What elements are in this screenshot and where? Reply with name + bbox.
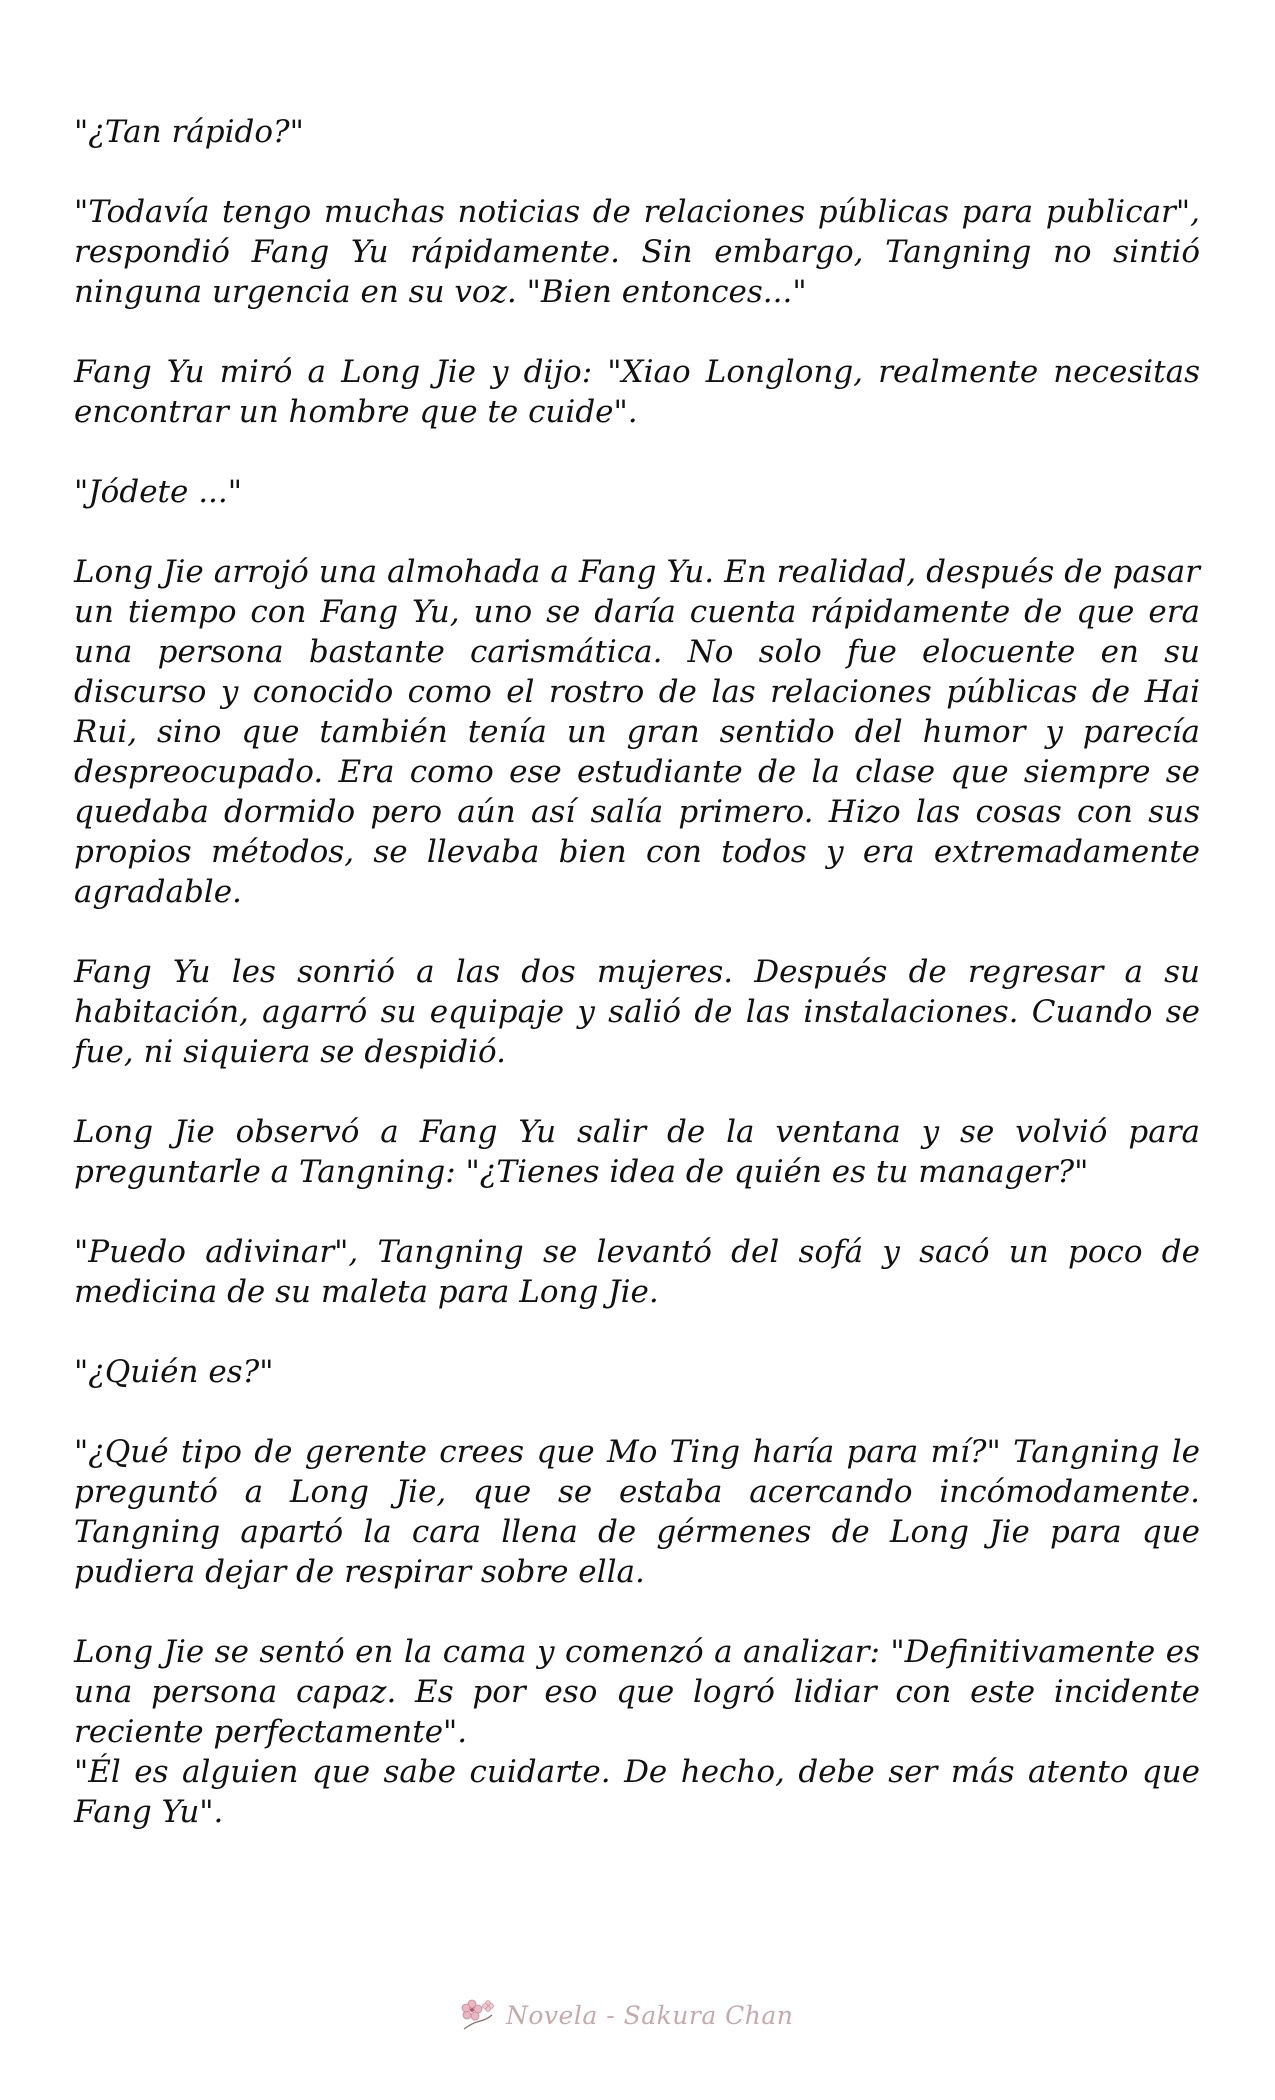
paragraph: "Él es alguien que sabe cuidarte. De hecho, debe ser más atento que Fang Yu". [74,1754,1200,1830]
paragraph: Long Jie observó a Fang Yu salir de la ventana y se volvió para preguntarle a Tangning: "¿Tienes idea de quién es tu manager?" [74,1114,1200,1190]
paragraph: "¿Quién es?" [74,1354,274,1390]
footer-watermark [458,1993,793,2037]
document-body [74,112,1200,1872]
paragraph: "Jódete ..." [74,474,243,510]
paragraph: "¿Qué tipo de gerente crees que Mo Ting haría para mí?" Tangning le preguntó a Long Jie, que se estaba acercando incómodamente. Tangning apartó la cara llena de gérmenes de Long Jie para que pudiera dejar de respirar sobre ella. [74,1434,1200,1590]
paragraph: "Puedo adivinar", Tangning se levantó del sofá y sacó un poco de medicina de su maleta para Long Jie. [74,1234,1200,1310]
sakura-flower-icon [458,1995,498,2035]
paragraph: "¿Tan rápido?" [74,114,304,150]
paragraph: Fang Yu les sonrió a las dos mujeres. Después de regresar a su habitación, agarró su equipaje y salió de las instalaciones. Cuando se fue, ni siquiera se despidió. [74,954,1200,1070]
paragraph: Long Jie arrojó una almohada a Fang Yu. En realidad, después de pasar un tiempo con Fang Yu, uno se daría cuenta rápidamente de que era una persona bastante carismática. No solo fue elocuente en su discurso y conocido como el rostro de las relaciones públicas de Hai Rui, sino que también tenía un gran sentido del humor y parecía despreocupado. Era como ese estudiante de la clase que siempre se quedaba dormido pero aún así salía primero. Hizo las cosas con sus propios métodos, se llevaba bien con todos y era extremadamente agradable. [74,554,1200,910]
paragraph: Long Jie se sentó en la cama y comenzó a analizar: "Definitivamente es una persona capaz. Es por eso que logró lidiar con este incidente reciente perfectamente". [74,1634,1200,1750]
paragraph: "Todavía tengo muchas noticias de relaciones públicas para publicar", respondió Fang Yu rápidamente. Sin embargo, Tangning no sintió ninguna urgencia en su voz. "Bien entonces..." [74,194,1200,310]
paragraph: Fang Yu miró a Long Jie y dijo: "Xiao Longlong, realmente necesitas encontrar un hombre que te cuide". [74,354,1200,430]
footer-credit: Novela - Sakura Chan [506,2000,794,2030]
